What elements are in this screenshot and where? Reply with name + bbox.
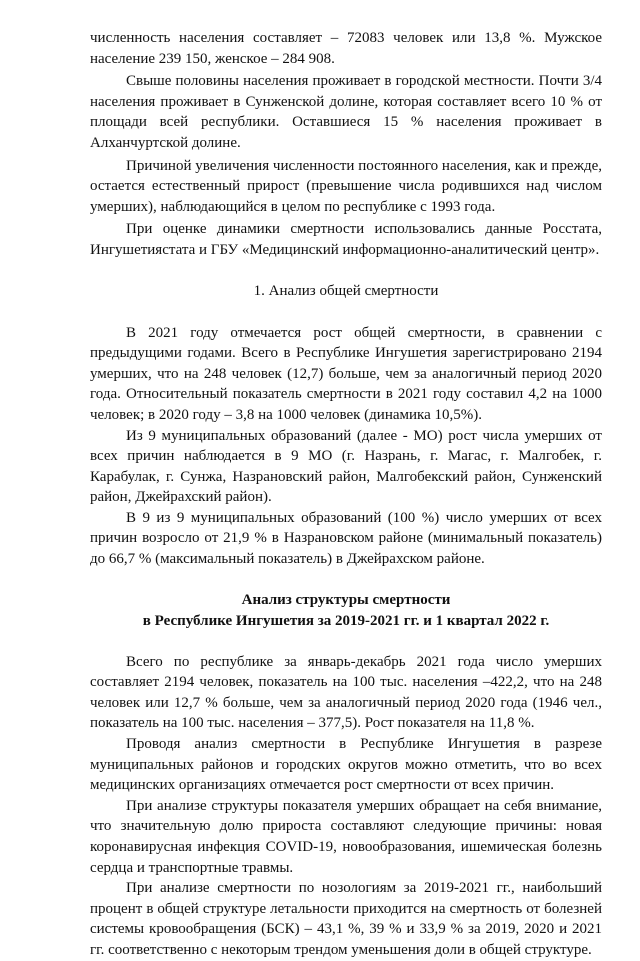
intro-paragraph-3: Причиной увеличения численности постоянного населения, как и прежде, остается естественный прирост (превышение числа родившихся над числом умерших), наблюдающийся в целом по республике с 1993 года. (90, 157, 602, 215)
intro-paragraph-2: Свыше половины населения проживает в городской местности. Почти 3/4 населения проживает в Сунженской долине, которая составляет всего 10 % от площади всей республики. Оставшиеся 15 % населения проживает в Алханчуртской долине. (90, 73, 602, 151)
section-1-paragraph-1: В 2021 году отмечается рост общей смертности, в сравнении с предыдущими годами. Всего в Республике Ингушетия зарегистрировано 2194 умерших, что на 248 человек (12,7) больше, чем за аналогичный период 2020 года. Относительный показатель смертности в 2021 году составил 4,2 на 1000 человек; в 2020 году – 3,8 на 1000 человек (динамика 10,5%). (90, 324, 602, 423)
section-2-paragraph-2: Проводя анализ смертности в Республике Ингушетия в разрезе муниципальных районов и городских округов можно отметить, что во всех медицинских организациях отмечается рост смертности от всех причин. (90, 736, 602, 794)
section-1-paragraph-3: В 9 из 9 муниципальных образований (100 %) число умерших от всех причин возросло от 21,9 % в Назрановском районе (минимальный показатель) до 66,7 % (максимальный показатель) в Джейрахском районе. (90, 509, 602, 568)
section-2-paragraph-3: При анализе структуры показателя умерших обращает на себя внимание, что значительную долю прироста составляют следующие причины: новая коронавирусная инфекция COVID-19, новообразования, ишемическая болезнь сердца и транспортные травмы. (90, 797, 602, 876)
section-2-title-line-1: Анализ структуры смертности (241, 591, 451, 608)
section-2-paragraph-4: При анализе смертности по нозологиям за 2019-2021 гг., наибольший процент в общей структуре летальности приходится на смертность от болезней системы кровообращения (БСК) – 43,1 %, 39 % и 33,9 % за 2019, 2020 и 2021 гг. соответственно с некоторым трендом уменьшения доли в общей структуре. (90, 880, 602, 958)
section-2-title-line-2: в Республике Ингушетия за 2019-2021 гг. и 1 квартал 2022 г. (142, 612, 550, 629)
section-1-paragraph-2: Из 9 муниципальных образований (далее - МО) рост числа умерших от всех причин наблюдается в 9 МО (г. Назрань, г. Магас, г. Малгобек, г. Карабулак, г. Сунжа, Назрановский район, Малгобекский район, Сунженский район, Джейрахский район). (90, 427, 602, 506)
section-2-paragraph-1: Всего по республике за январь-декабрь 2021 года число умерших составляет 2194 человек, показатель на 100 тыс. населения –422,2, что на 248 человек или 12,7 % больше, чем за аналогичный период 2020 года (1946 чел., показатель на 100 тыс. населения – 377,5). Рост показателя на 11,8 %. (90, 653, 602, 732)
section-2-title (90, 590, 602, 632)
section-1-heading: 1. Анализ общей смертности (253, 282, 439, 299)
intro-paragraph-1: численность населения составляет – 72083 человек или 13,8 %. Мужское население 239 150, женское – 284 908. (90, 30, 602, 67)
intro-paragraph-4: При оценке динамики смертности использовались данные Росстата, Ингушетиястата и ГБУ «Медицинский информационно-аналитический центр». (90, 221, 602, 258)
